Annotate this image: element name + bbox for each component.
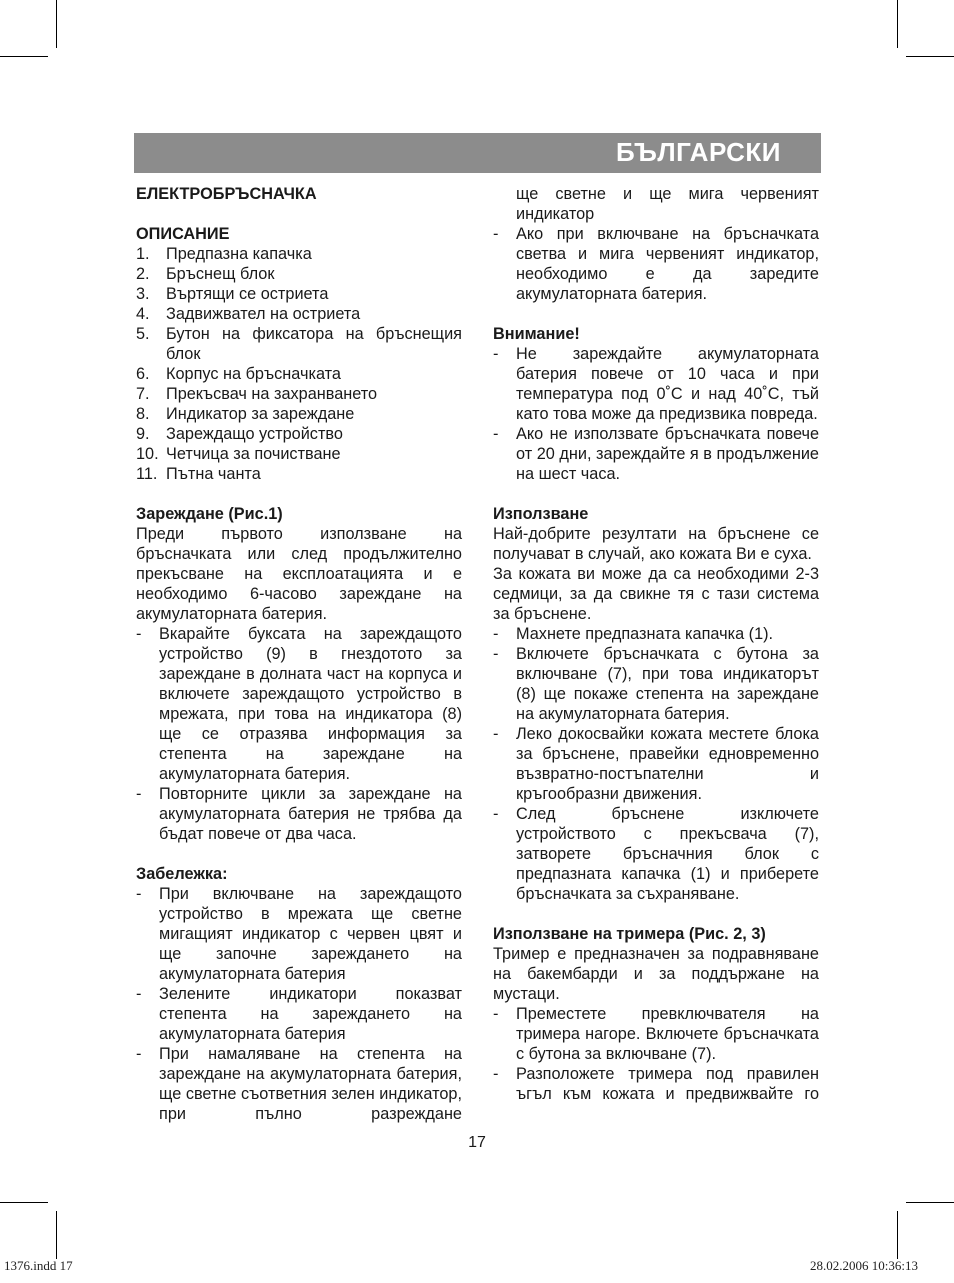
file-slug: 1376.indd 17 bbox=[4, 1258, 73, 1273]
list-item: 8. Индикатор за зареждане bbox=[136, 405, 355, 423]
charging-intro: Преди първото използване на бръсначката или след продължително прекъсване на експлоатацията и е необходимо 6-часово зареждане на акумулаторната батерия. bbox=[136, 525, 462, 623]
list-item: 5. Бутон на фиксатора на бръснещия блок bbox=[136, 325, 462, 363]
list-item: - Повторните цикли за зареждане на акумулаторната батерия не трябва да бъдат повече от два часа. bbox=[136, 785, 462, 843]
language-banner bbox=[134, 133, 821, 173]
charging-heading: Зареждане (Рис.1) bbox=[136, 505, 283, 523]
note-continuation: ще светне и ще мига червеният индикатор bbox=[516, 185, 819, 223]
list-item: - Ако при включване на бръсначката светва и мига червеният индикатор, необходимо е да заредите акумулаторната батерия. bbox=[493, 225, 819, 303]
crop-mark bbox=[0, 56, 48, 57]
list-item: - Леко докосвайки кожата местете блока за бръснене, правейки едновременно възвратно-постъпателни и кръгообразни движения. bbox=[493, 725, 819, 803]
right-column bbox=[493, 184, 819, 1104]
list-item: 4. Задвижвател на остриета bbox=[136, 305, 361, 323]
list-item: 6. Корпус на бръсначката bbox=[136, 365, 341, 383]
list-item: 7. Прекъсвач на захранването bbox=[136, 385, 378, 403]
list-item: - Зелените индикатори показват степента на зареждането на акумулаторната батерия bbox=[136, 985, 462, 1043]
crop-mark bbox=[56, 1211, 57, 1259]
list-item: 1. Предпазна капачка bbox=[136, 245, 312, 263]
list-item: - Ако не използвате бръсначката повече от 20 дни, зареждайте я в продължение на шест часа. bbox=[493, 425, 819, 483]
crop-mark bbox=[906, 1202, 954, 1203]
description-heading: ОПИСАНИЕ bbox=[136, 225, 230, 243]
crop-mark bbox=[0, 1202, 48, 1203]
list-item: - При включване на зареждащото устройство в мрежата ще светне мигащият индикатор с червен цвят и ще започне зареждането на акумулаторната батерия bbox=[136, 885, 462, 983]
trimmer-intro: Тример е предназначен за подравняване на бакембарди и за поддържане на мустаци. bbox=[493, 945, 819, 1003]
crop-mark bbox=[897, 1211, 898, 1259]
list-item: - Включете бръсначката с бутона за включване (7), при това индикаторът (8) ще покаже степента на зареждане на акумулаторната батерия. bbox=[493, 645, 819, 723]
language-title: БЪЛГАРСКИ bbox=[616, 137, 781, 167]
print-timestamp: 28.02.2006 10:36:13 bbox=[810, 1258, 918, 1273]
left-column bbox=[136, 184, 462, 1124]
list-item: - При намаляване на степента на зареждане на акумулаторната батерия, ще светне съответния зелен индикатор, при пълно разреждане bbox=[136, 1045, 462, 1123]
list-item: 10. Четчица за почистване bbox=[136, 445, 341, 463]
parts-list bbox=[136, 244, 462, 484]
list-item: 3. Въртящи се остриета bbox=[136, 285, 329, 303]
note-heading: Забележка: bbox=[136, 865, 228, 883]
list-item: - След бръснене изключете устройството с прекъсвача (7), затворете бръсначния блок с предпазната капачка (1) и приберете бръсначката за съхраняване. bbox=[493, 805, 819, 903]
list-item: 2. Бръснещ блок bbox=[136, 265, 275, 283]
list-item: - Не зареждайте акумулаторната батерия повече от 10 часа и при температура под 0˚С и над 40˚С, тъй като това може да предизвика повреда. bbox=[493, 345, 819, 423]
trimmer-heading: Използване на тримера (Рис. 2, 3) bbox=[493, 925, 766, 943]
list-item: - Разположете тримера под правилен ъгъл към кожата и предвижвайте го bbox=[493, 1065, 819, 1103]
list-item: - Преместете превключвателя на тримера нагоре. Включете бръсначката с бутона за включване (7). bbox=[493, 1005, 819, 1063]
page-number: 17 bbox=[468, 1134, 486, 1151]
list-item: 11. Пътна чанта bbox=[136, 465, 261, 483]
document-title: ЕЛЕКТРОБРЪСНАЧКА bbox=[136, 185, 317, 203]
list-item: - Вкарайте буксата на зареждащото устройство (9) в гнездотото за зареждане в долната част на корпуса и включете зареждащото устройство в мрежата, при това на индикатора (8) ще се отразява информация за степента на зареждане на акумулаторната батерия. bbox=[136, 625, 462, 783]
usage-heading: Използване bbox=[493, 505, 589, 523]
crop-mark bbox=[906, 56, 954, 57]
warning-heading: Внимание! bbox=[493, 325, 580, 343]
list-item: - Махнете предпазната капачка (1). bbox=[493, 625, 774, 643]
usage-paragraph: Най-добрите резултати на бръснене се получават в случай, ако кожата Ви е суха. bbox=[493, 525, 819, 563]
crop-mark bbox=[56, 0, 57, 48]
usage-paragraph: За кожата ви може да са необходими 2-3 седмици, за да свикне тя с тази система за бръснене. bbox=[493, 565, 819, 623]
crop-mark bbox=[897, 0, 898, 48]
list-item: 9. Зареждащо устройство bbox=[136, 425, 343, 443]
